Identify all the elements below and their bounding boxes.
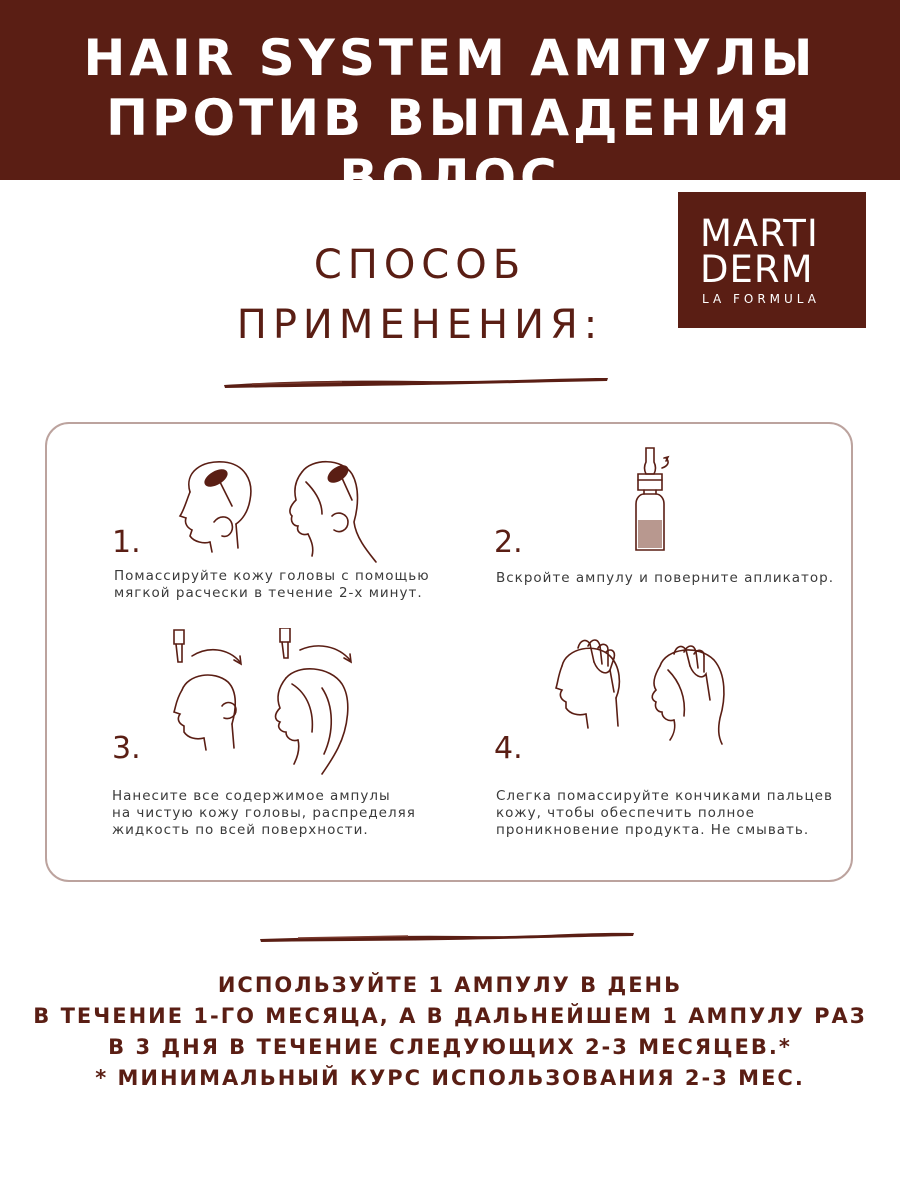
usage-line2: В ТЕЧЕНИЕ 1-ГО МЕСЯЦА, А В ДАЛЬНЕЙШЕМ 1 АМПУЛУ РАЗ: [33, 1004, 867, 1028]
method-heading-line1: СПОСОБ: [313, 242, 527, 288]
step-description: Слегка помассируйте кончиками пальцев кожу, чтобы обеспечить полное проникновение продукта. Не смывать.: [496, 788, 833, 838]
banner-title-line2: ПРОТИВ ВЫПАДЕНИЯ ВОЛОС: [106, 89, 794, 207]
method-heading-line2: ПРИМЕНЕНИЯ:: [236, 302, 604, 348]
step-number: 1.: [112, 525, 141, 560]
banner-title-line1: HAIR SYSTEM АМПУЛЫ: [83, 29, 817, 87]
logo-tagline: LA FORMULA: [702, 292, 820, 306]
step-description: Помассируйте кожу головы с помощью мягкой расчески в течение 2-х минут.: [114, 568, 430, 601]
ampoule-icon: [624, 444, 676, 556]
martiderm-logo: [678, 192, 866, 328]
step-description: Вскройте ампулу и поверните апликатор.: [496, 570, 835, 586]
step-number: 4.: [494, 731, 523, 766]
logo-line1: MARTI: [700, 212, 819, 255]
applying-heads-icon: [162, 628, 382, 778]
step-number: 3.: [112, 731, 141, 766]
step-number: 2.: [494, 525, 523, 560]
brush-stroke-divider: [258, 928, 638, 948]
usage-line3: В 3 ДНЯ В ТЕЧЕНИЕ СЛЕДУЮЩИХ 2-3 МЕСЯЦЕВ.*: [108, 1035, 792, 1059]
brushing-heads-icon: [172, 452, 392, 567]
brush-stroke-divider: [222, 372, 612, 394]
massaging-heads-icon: [548, 636, 748, 746]
usage-line1: ИСПОЛЬЗУЙТЕ 1 АМПУЛУ В ДЕНЬ: [217, 973, 683, 997]
usage-footnote: * МИНИМАЛЬНЫЙ КУРС ИСПОЛЬЗОВАНИЯ 2-3 МЕС.: [95, 1066, 805, 1090]
title-banner: [0, 0, 900, 207]
step-description: Нанесите все содержимое ампулы на чистую кожу головы, распределяя жидкость по всей поверхности.: [112, 788, 416, 838]
logo-line2: DERM: [700, 248, 814, 291]
